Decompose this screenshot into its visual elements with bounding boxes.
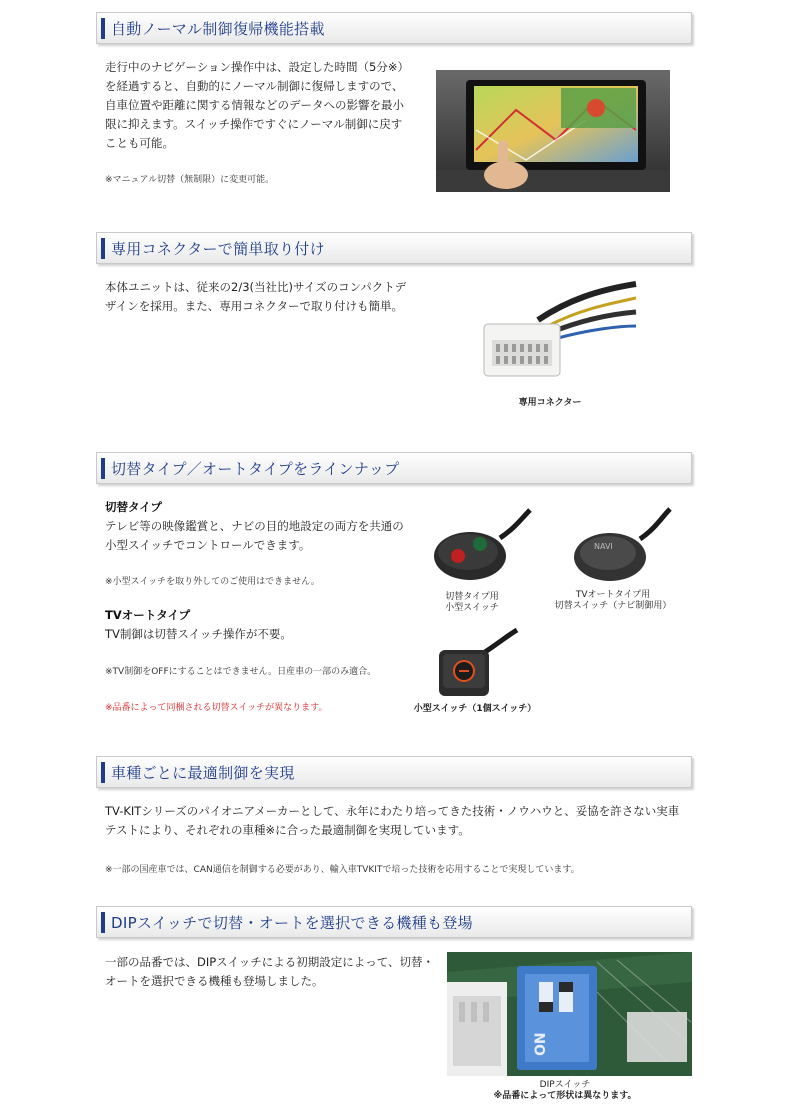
type1-heading: 切替タイプ xyxy=(105,500,162,514)
switch-caption-3: 小型スイッチ（1個スイッチ） xyxy=(413,704,537,714)
switch-photo-single xyxy=(435,628,525,700)
type1-note: ※小型スイッチを取り外してのご使用はできません。 xyxy=(105,577,320,587)
connector-photo xyxy=(478,280,638,390)
switch-caption-2 xyxy=(548,590,678,612)
section-body: 本体ユニットは、従来の2/3(当社比)サイズのコンパクトデザインを採用。また、専用コネクターで取り付けも簡単。 xyxy=(105,280,407,313)
dip-caption xyxy=(480,1080,650,1102)
section-title: DIPスイッチで切替・オートを選択できる機種も登場 xyxy=(111,914,473,932)
header-accent-bar xyxy=(101,238,105,259)
caption-line: 切替スイッチ（ナビ制御用） xyxy=(554,601,672,611)
type1-body: テレビ等の映像鑑賞と、ナビの目的地設定の両方を共通の小型スイッチでコントロールできます。 xyxy=(105,519,404,552)
switch-caption-1 xyxy=(430,592,514,614)
type2-note: ※TV制御をOFFにすることはできません。日産車の一部のみ適合。 xyxy=(105,667,377,677)
header-accent-bar xyxy=(101,762,105,783)
dip-switch-photo xyxy=(447,952,692,1076)
section-note: ※一部の国産車では、CAN通信を制御する必要があり、輸入車TVKITで培った技術を応用することで実現しています。 xyxy=(105,865,580,875)
section-title: 車種ごとに最適制御を実現 xyxy=(111,764,295,782)
caption-line: 切替タイプ用 xyxy=(445,592,499,602)
section-title: 自動ノーマル制御復帰機能搭載 xyxy=(111,20,325,38)
header-accent-bar xyxy=(101,458,105,479)
section-note: ※マニュアル切替（無制限）に変更可能。 xyxy=(105,175,275,185)
section-header-optimal-control xyxy=(96,756,692,788)
red-note: ※品番によって同梱される切替スイッチが異なります。 xyxy=(105,703,328,713)
caption-line: 小型スイッチ xyxy=(445,603,499,613)
section-title: 専用コネクターで簡単取り付け xyxy=(111,240,325,258)
section-title: 切替タイプ／オートタイプをラインナップ xyxy=(111,460,400,478)
type2-heading: TVオートタイプ xyxy=(105,608,191,622)
header-accent-bar xyxy=(101,912,105,933)
navi-label: NAVI xyxy=(594,542,613,551)
caption-line: ※品番によって形状は異なります。 xyxy=(493,1091,637,1101)
connector-caption: 専用コネクター xyxy=(518,398,582,408)
section-body: TV-KITシリーズのパイオニアメーカーとして、永年にわたり培ってきた技術・ノウハウと、妥協を許さない実車テストにより、それぞれの車種※に合った最適制御を実現しています。 xyxy=(105,804,680,837)
dip-on-label: ON xyxy=(533,1032,549,1056)
section-header-lineup xyxy=(96,452,692,484)
section-body: 一部の品番では、DIPスイッチによる初期設定によって、切替・オートを選択できる機種も登場しました。 xyxy=(105,955,434,988)
type2-body: TV制御は切替スイッチ操作が不要。 xyxy=(105,627,292,641)
switch-photo-dual xyxy=(430,508,535,588)
switch-photo-navi xyxy=(570,505,675,587)
header-accent-bar xyxy=(101,18,105,39)
caption-line: DIPスイッチ xyxy=(539,1080,591,1090)
caption-line: TVオートタイプ用 xyxy=(575,590,651,600)
section-header-connector xyxy=(96,232,692,264)
section-header-dip-switch xyxy=(96,906,692,938)
car-navigation-photo xyxy=(436,70,670,192)
section-header-auto-normal xyxy=(96,12,692,44)
section-body: 走行中のナビゲーション操作中は、設定した時間（5分※）を経過すると、自動的にノーマル制御に復帰しますので、自車位置や距離に関する情報などのデータへの影響を最小限に抑えます。スイッチ操作ですぐにノーマル制御に戻すことも可能。 xyxy=(105,60,409,150)
